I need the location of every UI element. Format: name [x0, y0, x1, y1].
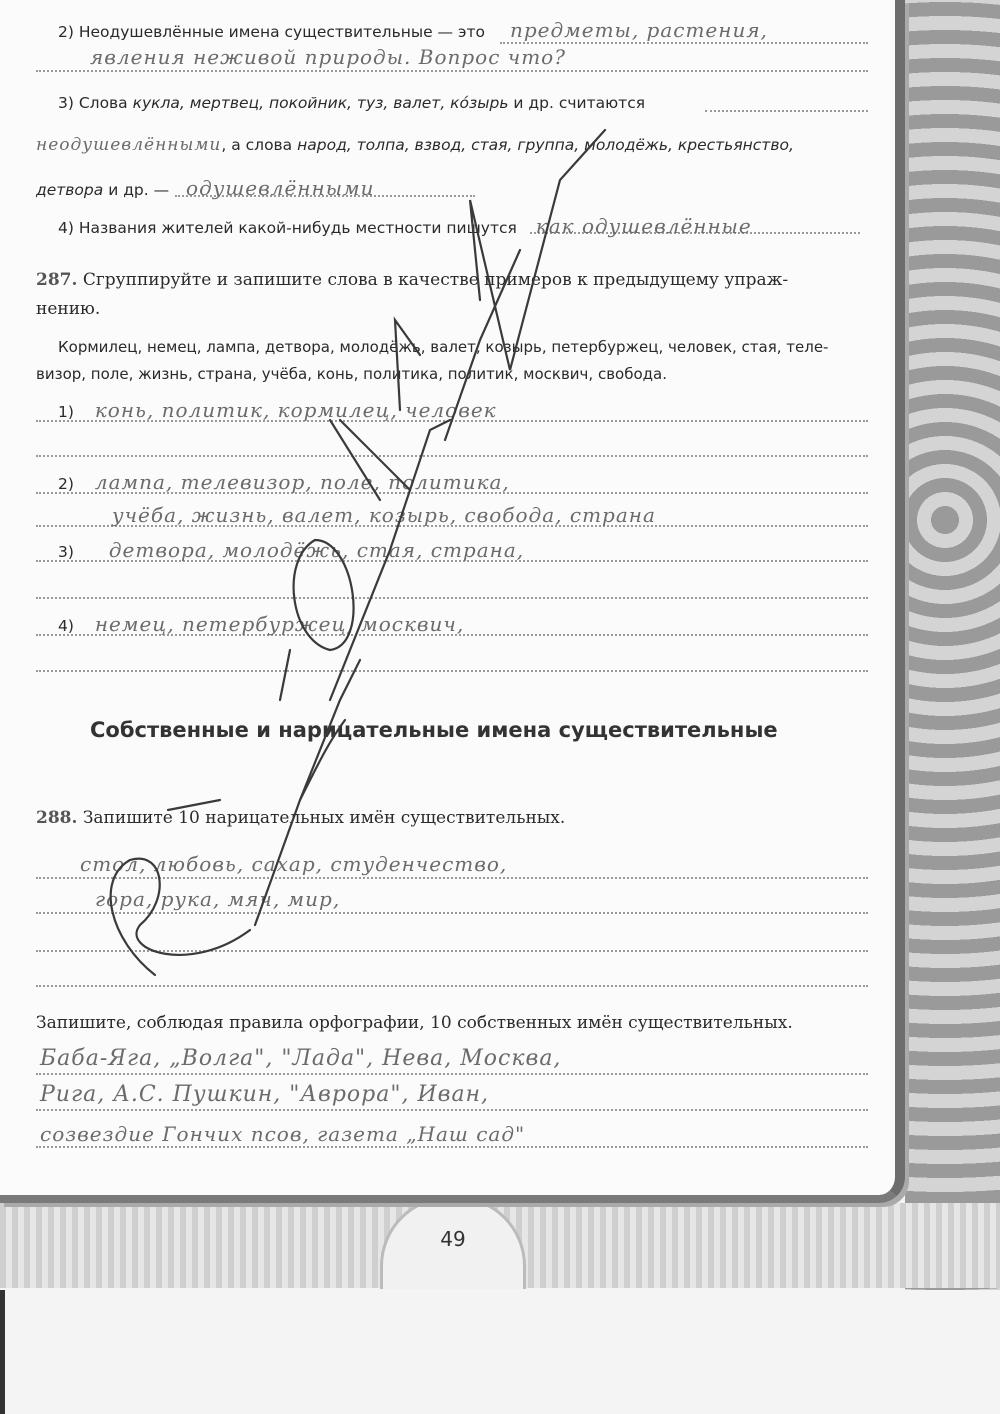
answer-label: 2): [58, 475, 74, 493]
exercise-task: Запишите 10 нарицательных имён существительных.: [82, 808, 566, 828]
page-number: 49: [440, 1227, 466, 1251]
handwritten-answer: как одушевлённые: [535, 214, 752, 238]
section-heading: Собственные и нарицательные имена существительные: [90, 718, 778, 742]
handwritten-answer: явления неживой природы. Вопрос что?: [90, 45, 566, 69]
answer-line: [36, 1073, 868, 1075]
answer-line: [36, 597, 868, 599]
answer-label: 3): [58, 543, 74, 561]
exercise-task: нению.: [36, 299, 101, 319]
text: народ, толпа, взвод, стая, группа, молодёжь, крестьянство,: [297, 136, 794, 154]
answer-label: 1): [58, 403, 74, 421]
answer-line: [36, 1146, 868, 1148]
handwritten-answer: одушевлёнными: [186, 176, 375, 200]
handwritten-answer: конь, политик, кормилец, человек: [94, 398, 497, 422]
exercise-number: 288.: [36, 808, 78, 828]
handwritten-answer: стол, любовь, сахар, студенчество,: [80, 852, 508, 876]
answer-line: [36, 985, 868, 987]
handwritten-answer: учёба, жизнь, валет, козырь, свобода, страна: [112, 503, 656, 527]
text: 3) Слова: [58, 94, 128, 112]
handwritten-answer: гора, рука, мяч, мир,: [95, 887, 341, 911]
handwritten-answer: Баба-Яга, „Волга", "Лада", Нева, Москва,: [40, 1046, 562, 1071]
handwritten-answer: созвездие Гончих псов, газета „Наш сад": [40, 1122, 526, 1146]
text: кукла, мертвец, покойник, туз, валет, ко́зырь: [132, 94, 509, 112]
answer-line: [36, 912, 868, 914]
exercise-task: Сгруппируйте и запишите слова в качестве примеров к предыдущему упраж-: [82, 270, 789, 290]
answer-line: [36, 1109, 868, 1111]
answer-line: [36, 455, 868, 457]
exercise-task: Запишите, соблюдая правила орфографии, 10 собственных имён существительных.: [36, 1013, 793, 1033]
decorative-right-border: [905, 0, 1000, 1290]
item2-label: 2) Неодушевлённые имена существительные — это: [58, 23, 486, 41]
answer-line: [36, 950, 868, 952]
answer-line: [36, 877, 868, 879]
word-list: визор, поле, жизнь, страна, учёба, конь, политика, политик, москвич, свобода.: [36, 365, 667, 383]
answer-line: [36, 670, 868, 672]
handwritten-answer: неодушевлёнными: [36, 135, 222, 155]
answer-line: [500, 42, 868, 44]
answer-label: 4): [58, 617, 74, 635]
answer-line: [36, 70, 868, 72]
handwritten-answer: предметы, растения,: [509, 18, 768, 42]
text: и др. считаются: [513, 94, 646, 112]
handwritten-answer: лампа, телевизор, поле, политика,: [94, 470, 510, 494]
text: 4) Названия жителей какой-нибудь местности пишутся: [58, 219, 517, 237]
exercise-number: 287.: [36, 270, 78, 290]
text: и др. —: [108, 181, 170, 199]
text: , а слова: [221, 136, 293, 154]
word-list: Кормилец, немец, лампа, детвора, молодёжь, валет, козырь, петербуржец, человек, стая, теле-: [58, 338, 829, 356]
handwritten-answer: немец, петербуржец, москвич,: [94, 612, 465, 636]
handwritten-answer: Рига, А.С. Пушкин, "Аврора", Иван,: [40, 1082, 490, 1107]
text: детвора: [36, 181, 104, 199]
scan-edge: [0, 1290, 5, 1414]
handwritten-answer: детвора, молодёжь, стая, страна,: [108, 538, 525, 562]
